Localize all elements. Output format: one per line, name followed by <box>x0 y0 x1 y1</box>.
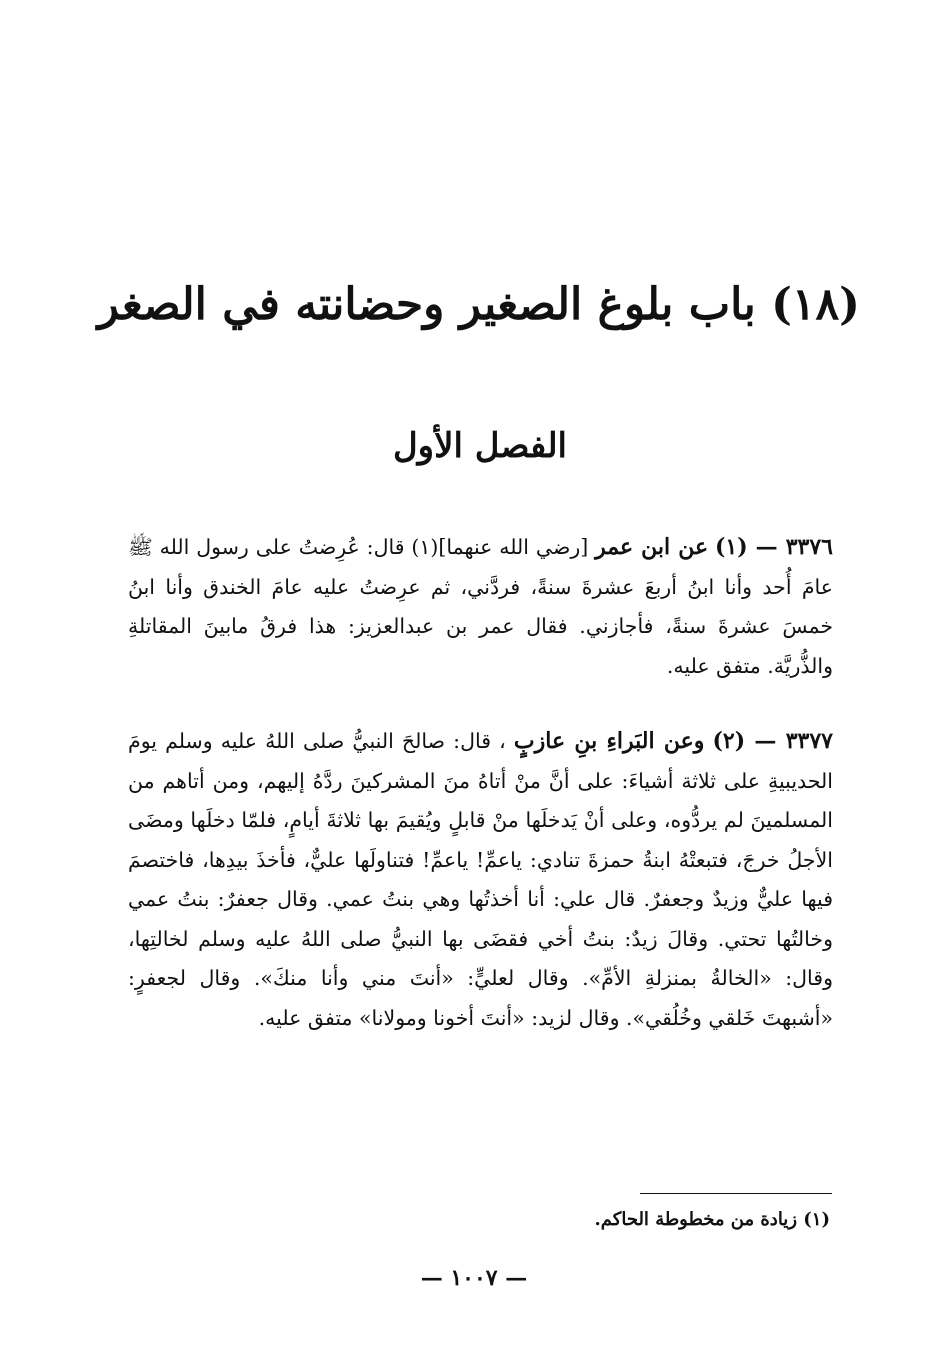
footnote: (١) زيادة من مخطوطة الحاكم. <box>594 1209 830 1230</box>
hadith-text: ، قال: صالحَ النبيُّ صلى اللهُ عليه وسلم يومَ الحديبيةِ على ثلاثة أشياءَ: على أنَّ منْ أتاهُ منَ المشركينَ ردَّهُ إليهم، ومن أتاهم من المسلمينَ لم يردُّوه، وعلى أنْ يَدخلَها منْ قابلٍ ويُقيمَ بها ثلاثةَ أيامٍ، فلمّا دخلَها ومضَى الأجلُ خرجَ، فتبعتْهُ ابنةُ حمزةَ تنادي: ياعمِّ! ياعمِّ! فتناولَها عليٌّ، فأخذَ بيدِها، فاختصمَ فيها عليٌّ وزيدٌ وجعفرٌ. قال علي: أنا أخذتُها وهي بنتُ عمي. وقال جعفرٌ: بنتُ عمي وخالتُها تحتي. وقالَ زيدٌ: بنتُ أخي فقضَى بها النبيُّ صلى اللهُ عليه وسلم لخالتِها، وقال: «الخالةُ بمنزلةِ الأمِّ». وقال لعليٍّ: «أنتَ مني وأنا منكَ». وقال لجعفرٍ: «أشبهتَ خَلقي وخُلُقي». وقال لزيد: «أنتَ أخونا ومولانا» متفق عليه. <box>128 729 833 1030</box>
hadith-number: ٣٣٧٦ — (١) <box>714 534 833 560</box>
section-title: الفصل الأول <box>392 426 568 466</box>
hadith-text: [رضي الله عنهما](١) قال: عُرِضتُ على رسول الله ﷺ عامَ أُحد وأنا ابنُ أربعَ عشرةَ سنةً، فردَّني، ثم عرِضتُ عليه عامَ الخندق وأنا ابنُ خمسَ عشرةَ سنةً، فأجازني. فقال عمر بن عبدالعزيز: هذا فرقُ مابينَ المقاتلةِ والذُّريَّة. متفق عليه. <box>128 535 833 678</box>
footnote-divider <box>640 1193 832 1194</box>
hadith-narrator: وعن البَراءِ بنِ عازبٍ <box>513 728 705 754</box>
chapter-title: (١٨) باب بلوغ الصغير وحضانته في الصغر <box>97 279 860 330</box>
hadith-narrator: عن ابن عمر <box>595 534 709 560</box>
hadith-paragraph-3377 <box>128 722 833 1038</box>
hadith-number: ٣٣٧٧ — (٢) <box>712 728 833 754</box>
hadith-paragraph-3376 <box>128 528 833 686</box>
page-number: — ١٠٠٧ — <box>420 1265 528 1291</box>
